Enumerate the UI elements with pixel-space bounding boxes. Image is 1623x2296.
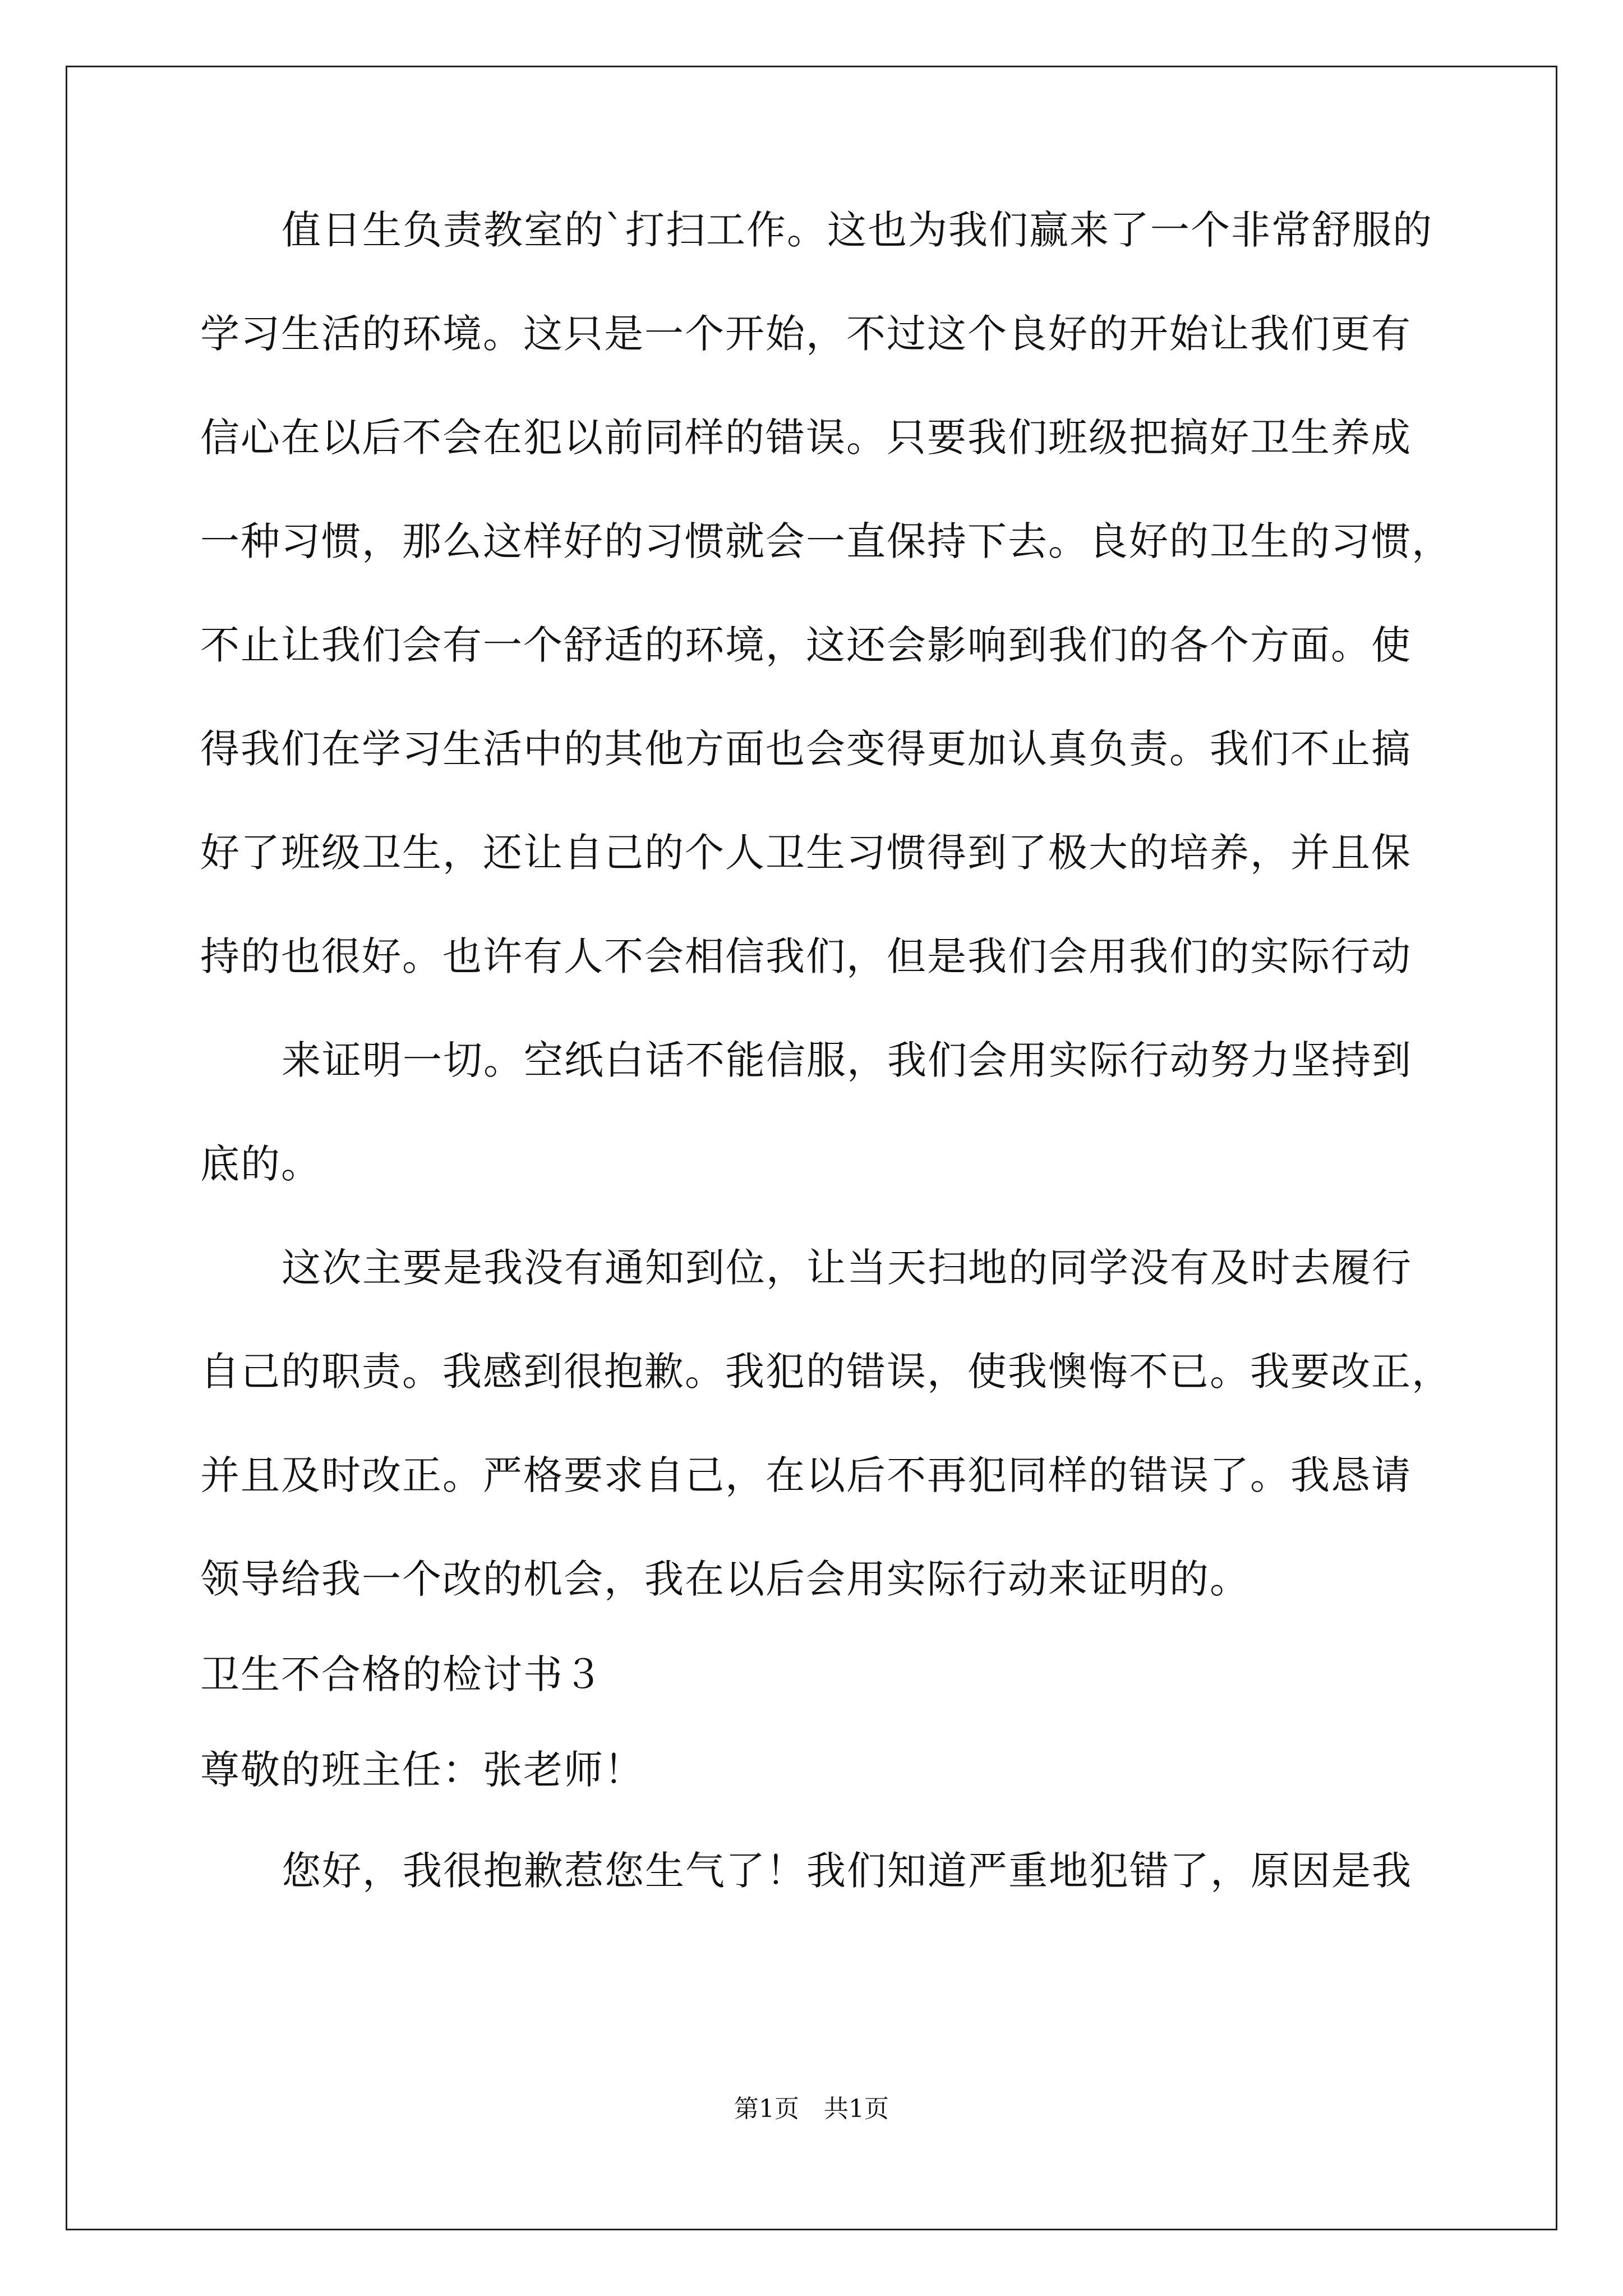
text-line-3: 信心在以后不会在犯以前同样的错误。只要我们班级把搞好卫生养成	[200, 415, 1412, 461]
text-line-4: 一种习惯，那么这样好的习惯就会一直保持下去。良好的卫生的习惯，	[200, 518, 1452, 564]
page-footer: 第1页 共1页	[734, 2095, 889, 2123]
text-line-14: 领导给我一个改的机会，我在以后会用实际行动来证明的。	[200, 1556, 1250, 1602]
text-line-12: 自己的职责。我感到很抱歉。我犯的错误，使我懊悔不已。我要改正，	[200, 1349, 1452, 1395]
text-line-10: 底的。	[200, 1141, 321, 1187]
salutation: 尊敬的班主任：张老师！	[200, 1747, 644, 1793]
section-heading: 卫生不合格的检讨书３	[200, 1651, 604, 1697]
text-line-17: 您好，我很抱歉惹您生气了！我们知道严重地犯错了，原因是我	[282, 1848, 1412, 1894]
text-line-1: 值日生负责教室的`打扫工作。这也为我们赢来了一个非常舒服的	[282, 207, 1433, 253]
text-line-7: 好了班级卫生，还让自己的个人卫生习惯得到了极大的培养，并且保	[200, 830, 1412, 876]
text-line-9: 来证明一切。空纸白话不能信服，我们会用实际行动努力坚持到	[282, 1037, 1412, 1083]
text-line-5: 不止让我们会有一个舒适的环境，这还会影响到我们的各个方面。使	[200, 622, 1412, 668]
text-line-2: 学习生活的环境。这只是一个开始，不过这个良好的开始让我们更有	[200, 311, 1412, 357]
text-line-6: 得我们在学习生活中的其他方面也会变得更加认真负责。我们不止搞	[200, 726, 1412, 772]
text-line-11: 这次主要是我没有通知到位，让当天扫地的同学没有及时去履行	[282, 1245, 1412, 1291]
text-line-13: 并且及时改正。严格要求自己，在以后不再犯同样的错误了。我恳请	[200, 1452, 1412, 1498]
text-line-8: 持的也很好。也许有人不会相信我们，但是我们会用我们的实际行动	[200, 933, 1412, 979]
